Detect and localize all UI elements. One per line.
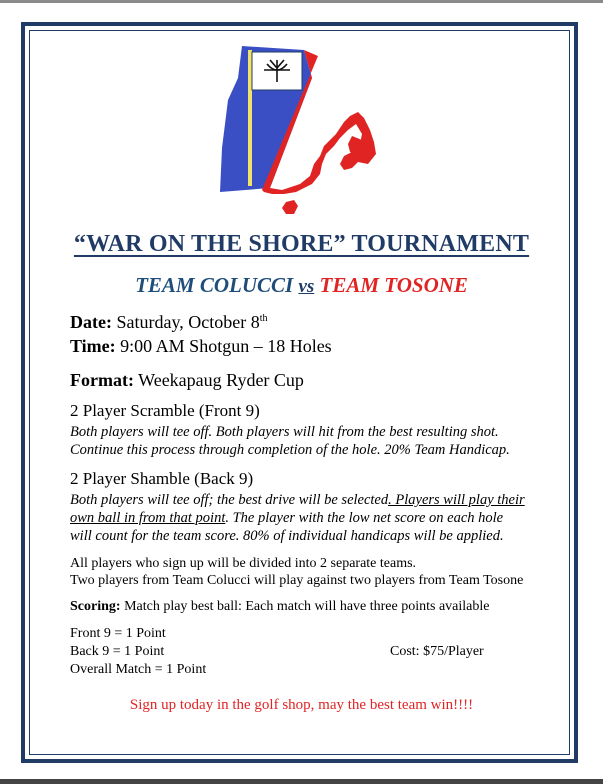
tournament-title (0, 231, 603, 258)
page-top-edge (0, 0, 603, 3)
rhode-island-flag-logo (212, 38, 390, 216)
teams-info-2: Two players from Team Colucci will play against two players from Team Tosone (70, 573, 524, 588)
team-colucci: TEAM COLUCCI (135, 273, 294, 297)
front-nine-desc-1: Both players will tee off. Both players will hit from the best resulting shot. (70, 424, 499, 440)
flag-pole (248, 50, 252, 186)
date-line (70, 312, 268, 333)
scoring-overall: Overall Match = 1 Point (70, 662, 207, 677)
block-island (282, 200, 298, 214)
back-nine-desc-2b: . The player with the low net score on each hole (225, 510, 504, 526)
time-line (70, 336, 332, 357)
scoring-value: Match play best ball: Each match will have three points available (124, 599, 490, 614)
date-value: Saturday, October 8 (116, 312, 260, 332)
back-nine-desc-2 (70, 510, 503, 527)
front-nine-heading: 2 Player Scramble (Front 9) (70, 401, 260, 420)
scoring-back: Back 9 = 1 Point (70, 644, 165, 659)
teams-line (0, 273, 603, 298)
format-label: Format: (70, 370, 134, 390)
front-nine-desc-2: Continue this process through completion of the hole. 20% Team Handicap. (70, 442, 510, 458)
time-value: 9:00 AM Shotgun – 18 Holes (120, 336, 332, 356)
back-nine-desc-1b: . Players will play their (388, 492, 525, 508)
signup-call-to-action: Sign up today in the golf shop, may the best team win!!!! (129, 697, 474, 713)
tournament-title-text: “WAR ON THE SHORE” TOURNAMENT (73, 231, 530, 257)
back-nine-desc-3: will count for the team score. 80% of individual handicaps will be applied. (70, 528, 504, 544)
back-nine-desc-1 (70, 492, 525, 509)
back-nine-desc-2a: own ball in from that point (70, 510, 226, 526)
cost-per-player: Cost: $75/Player (390, 644, 484, 659)
scoring-front: Front 9 = 1 Point (70, 626, 166, 641)
team-tosone: TEAM TOSONE (319, 273, 468, 297)
scoring-label: Scoring: (70, 599, 121, 614)
back-nine-desc-1a: Both players will tee off; the best drive will be selected (70, 492, 389, 508)
format-line (70, 370, 304, 391)
teams-info-1: All players who sign up will be divided into 2 separate teams. (70, 556, 417, 571)
back-nine-heading: 2 Player Shamble (Back 9) (70, 469, 254, 488)
time-label: Time: (70, 336, 116, 356)
date-suffix: th (259, 313, 268, 324)
page-bottom-edge (0, 779, 603, 784)
format-value: Weekapaug Ryder Cup (138, 370, 304, 390)
date-label: Date: (70, 312, 112, 332)
scoring-line (70, 599, 490, 615)
versus-label: vs (298, 276, 315, 297)
